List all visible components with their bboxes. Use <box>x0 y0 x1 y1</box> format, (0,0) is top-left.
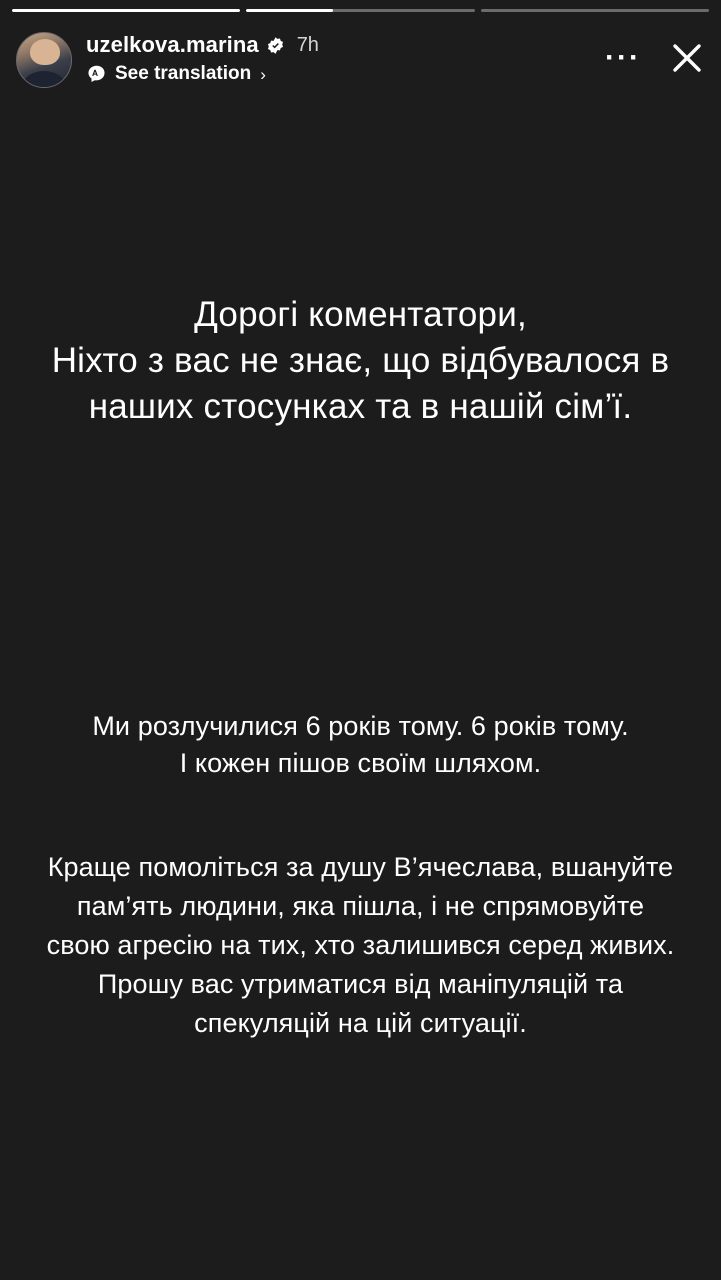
story-author-block <box>86 30 319 85</box>
story-text-line: спекуляцій на цій ситуації. <box>194 1007 527 1038</box>
translate-icon <box>86 64 107 85</box>
chevron-right-icon: › <box>260 64 266 84</box>
verified-badge-icon <box>266 36 285 55</box>
see-translation-label: See translation <box>115 63 252 84</box>
story-text-line: наших стосунках та в нашій сім’ї. <box>88 387 633 427</box>
story-timestamp: 7h <box>296 33 319 56</box>
story-text-line: Ніхто з вас не знає, що відбувалося в <box>51 341 670 381</box>
story-progress-segment[interactable] <box>12 9 240 12</box>
story-text-line: Ми розлучилися 6 років тому. 6 років тому. <box>92 711 629 741</box>
close-icon[interactable] <box>667 38 707 78</box>
story-paragraph-top <box>0 292 721 431</box>
story-text-line: І кожен пішов своїм шляхом. <box>179 748 542 779</box>
story-header <box>0 22 721 98</box>
story-progress-segment[interactable] <box>246 9 474 12</box>
story-text-line: Дорогі коментатори, <box>194 295 527 334</box>
story-paragraph-middle <box>0 708 721 783</box>
story-content <box>0 100 721 1280</box>
story-header-actions <box>605 30 707 78</box>
avatar[interactable] <box>16 32 72 88</box>
story-paragraph-bottom <box>0 848 721 1042</box>
more-options-icon[interactable]: ··· <box>605 41 641 74</box>
story-progress-bars <box>12 9 709 13</box>
story-text-line: свою агресію на тих, хто залишився серед живих. <box>46 929 675 960</box>
story-text-line: Краще помоліться за душу В’ячеслава, вшануйте <box>47 852 674 882</box>
story-text-line: Прошу вас утриматися від маніпуляцій та <box>97 968 624 999</box>
story-text-line: пам’ять людини, яка пішла, і не спрямовуйте <box>76 890 645 921</box>
username[interactable]: uzelkova.marina <box>86 32 259 57</box>
story-author-line <box>86 32 319 58</box>
story-progress-segment[interactable] <box>481 9 709 12</box>
see-translation-button[interactable] <box>86 63 319 85</box>
